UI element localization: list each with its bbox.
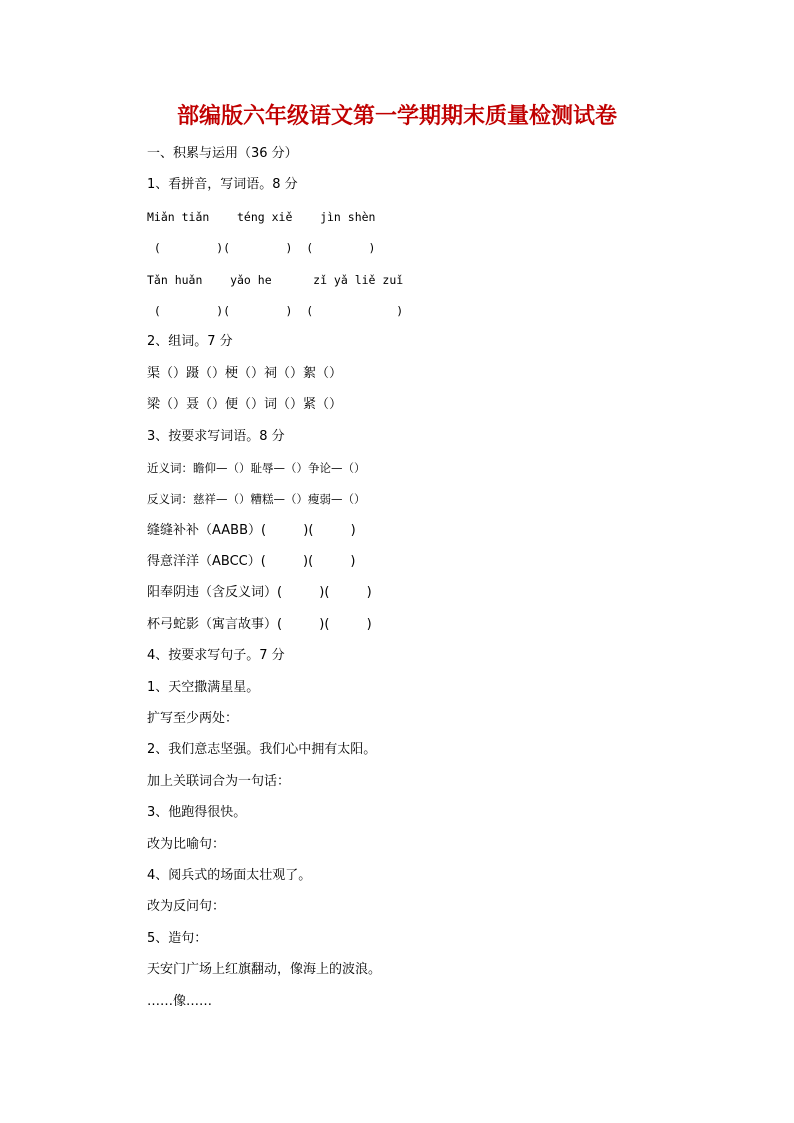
synonym-row: 近义词：瞻仰—（）耻辱—（）争论—（）: [147, 460, 366, 475]
answer-blanks: ( )( ) ( ): [147, 303, 404, 318]
antonym-row: 反义词：慈祥—（）糟糕—（）瘦弱—（）: [147, 492, 366, 507]
sentence-item: 2、我们意志坚强。我们心中拥有太阳。: [147, 742, 377, 758]
sentence-instruction: 加上关联词合为一句话：: [147, 773, 291, 789]
question-heading: 3、按要求写词语。8 分: [147, 428, 285, 444]
pinyin-row: Miǎn tiǎn téng xiě jìn shèn: [147, 209, 376, 224]
question-heading: 1、看拼音，写词语。8 分: [147, 177, 298, 193]
word-pattern-row: 阳奉阴违（含反义词）( )( ): [147, 585, 372, 601]
word-pattern-row: 杯弓蛇影（寓言故事）( )( ): [147, 616, 372, 632]
word-group-row: 渠（）蹑（）梗（）祠（）絮（）: [147, 365, 343, 381]
sentence-item: 5、造句：: [147, 930, 208, 946]
exam-content: [147, 144, 747, 1023]
sentence-instruction: 改为比喻句：: [147, 836, 226, 852]
word-group-row: 梁（）聂（）便（）词（）紧（）: [147, 397, 343, 413]
sentence-item: 3、他跑得很快。: [147, 805, 247, 821]
sentence-instruction: 改为反问句：: [147, 899, 226, 915]
section-heading: 一、积累与运用（36 分）: [147, 146, 298, 161]
word-pattern-row: 缝缝补补（AABB）( )( ): [147, 522, 356, 538]
answer-blanks: ( )( ) ( ): [147, 241, 376, 256]
document-title: 部编版六年级语文第一学期期末质量检测试卷: [176, 103, 617, 129]
sentence-pattern: ……像……: [147, 993, 213, 1009]
sentence-item: 1、天空撒满星星。: [147, 679, 260, 695]
word-pattern-row: 得意洋洋（ABCC）( )( ): [147, 554, 356, 570]
question-heading: 2、组词。7 分: [147, 334, 233, 350]
example-sentence: 天安门广场上红旗翻动，像海上的波浪。: [147, 962, 382, 978]
sentence-item: 4、阅兵式的场面太壮观了。: [147, 867, 312, 883]
question-heading: 4、按要求写句子。7 分: [147, 648, 285, 664]
sentence-instruction: 扩写至少两处：: [147, 711, 239, 727]
pinyin-row: Tǎn huǎn yǎo he zǐ yǎ liě zuǐ: [147, 272, 404, 287]
